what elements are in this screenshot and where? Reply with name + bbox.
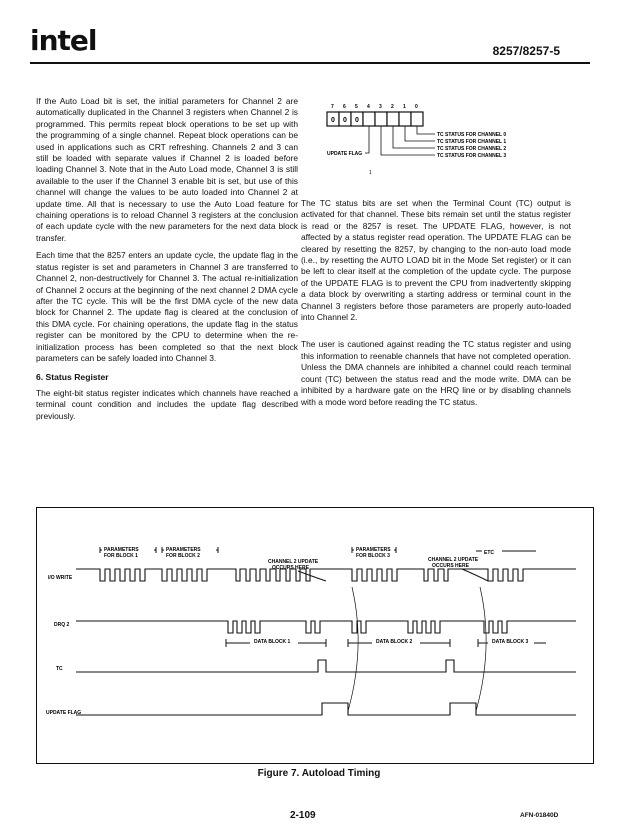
etc-label: ETC <box>484 550 494 556</box>
paragraph: If the Auto Load bit is set, the initial parameters for Channel 2 are automatically duplicated in the Channel 3 registers when Channel 2 is programmed. This permits repeat block operations to be set up with the programming of a single channel. Repeat block operations can be used in applications such as CRT refreshing. Channels 2 and 3 can still be loaded with separate values if Channel 2 is loaded before loading Channel 3. Note that in the Auto Load mode, Channel 3 is still available to the user if the Channel 3 enable bit is set, but use of this channel will change the values to be auto loaded into Channel 2 at update time. All that is necessary to use the Auto Load feature for chaining operations is to reload Channel 3 registers at the conclusion of each update cycle with the new parameters for the next data block transfer. <box>36 96 298 243</box>
bit-cell <box>399 112 411 126</box>
bit-cell <box>363 112 375 126</box>
status-register-diagram <box>305 98 565 178</box>
bit-number: 0 <box>415 104 418 110</box>
update-flag-label: UPDATE FLAG <box>327 151 363 157</box>
signal-label-io-write: I/O WRITE <box>48 575 73 581</box>
drq2-waveform <box>76 621 576 633</box>
data-block1-label: DATA BLOCK 1 <box>254 639 291 645</box>
paragraph: The TC status bits are set when the Terminal Count (TC) output is activated for that channel. These bits remain set until the status register is read or the 8257 is reset. The UPDATE FLAG, however, is not affected by a status register read operation. The UPDATE FLAG can be cleared by resetting the 8257, by changing to the non-auto load mode (i.e., by resetting the AUTO LOAD bit in the Mode Set register) or it can be left to clear itself at the completion of the update cycle. The purpose of the UPDATE FLAG is to prevent the CPU from inadvertently skipping a data block by overwriting a starting address or terminal count in the Channel 3 registers before those parameters are properly auto-loaded into Channel 2. <box>301 198 571 323</box>
tc-labels <box>437 132 506 159</box>
update1-guide <box>348 587 358 711</box>
params-block1-line1: PARAMETERS <box>104 547 139 553</box>
page-number: 2-109 <box>290 810 316 821</box>
bit-number: 5 <box>355 104 358 110</box>
left-column <box>36 96 298 428</box>
params-block3-line2: FOR BLOCK 3 <box>356 553 390 559</box>
tc-leader-line <box>417 126 435 134</box>
tc-status-label: TC STATUS FOR CHANNEL 0 <box>437 132 507 138</box>
ch2-update2-line2: OCCURS HERE <box>432 563 469 569</box>
params-block2-line1: PARAMETERS <box>166 547 201 553</box>
bit-cell <box>387 112 399 126</box>
tc-leader-line <box>405 126 435 141</box>
page-title: 8257/8257-5 <box>492 44 560 58</box>
update2-arrow <box>462 569 488 581</box>
tc-status-label: TC STATUS FOR CHANNEL 1 <box>437 139 507 145</box>
params-block1-line2: FOR BLOCK 1 <box>104 553 138 559</box>
signal-label-tc: TC <box>56 666 63 672</box>
footnote-mark: 1 <box>369 170 372 176</box>
update-flag-waveform <box>76 703 576 715</box>
header-rule <box>30 62 590 64</box>
tc-leader-line <box>393 126 435 148</box>
fixed-bit-value: 0 <box>355 117 359 124</box>
ch2-update1-line1: CHANNEL 2 UPDATE <box>268 559 319 565</box>
right-column <box>301 198 571 414</box>
intel-logo: intel <box>30 24 97 57</box>
leader-lines <box>365 126 435 155</box>
autoload-timing-diagram <box>36 507 592 762</box>
bit-number: 1 <box>403 104 406 110</box>
update1-arrow <box>298 571 326 581</box>
bit-number: 2 <box>391 104 394 110</box>
params-block3-line1: PARAMETERS <box>356 547 391 553</box>
params-block2-line2: FOR BLOCK 2 <box>166 553 200 559</box>
section-heading: 6. Status Register <box>36 372 109 383</box>
bit-number: 6 <box>343 104 346 110</box>
update-flag-leader <box>365 126 369 153</box>
tc-waveform <box>76 660 576 672</box>
document-code: AFN-01840D <box>520 812 559 819</box>
bit-cell <box>411 112 423 126</box>
paragraph: The eight-bit status register indicates which channels have reached a terminal count condition and includes the update flag described previously. <box>36 387 298 421</box>
data-block3-label: DATA BLOCK 3 <box>492 639 529 645</box>
bit-cell <box>375 112 387 126</box>
ch2-update1-line2: OCCURS HERE <box>272 565 309 571</box>
ch2-update2-line1: CHANNEL 2 UPDATE <box>428 557 479 563</box>
update2-guide <box>476 587 486 711</box>
paragraph: The user is cautioned against reading the TC status register and using this information to reenable channels that have not completed operation. Unless the DMA channels are inhibited a channel could reach terminal count (TC) between the status read and the mode write. DMA can be inhibited by a hardware gate on the HRQ line or by disabling channels with a mode word before reading the TC status. <box>301 339 571 407</box>
data-block2-label: DATA BLOCK 2 <box>376 639 413 645</box>
fixed-bit-value: 0 <box>343 117 347 124</box>
tc-status-label: TC STATUS FOR CHANNEL 2 <box>437 146 507 152</box>
tc-status-label: TC STATUS FOR CHANNEL 3 <box>437 153 507 159</box>
bit-number: 3 <box>379 104 382 110</box>
signal-label-update-flag: UPDATE FLAG <box>46 710 82 716</box>
signal-label-drq2: DRQ 2 <box>54 622 70 628</box>
fixed-bit-value: 0 <box>331 117 335 124</box>
io-write-waveform <box>76 569 576 581</box>
paragraph: Each time that the 8257 enters an update cycle, the update flag in the status register is set and parameters in Channel 3 are transferred to Channel 2, non-destructively for Channel 3. The actual re-initialization of Channel 2 occurs at the beginning of the next channel 2 DMA cycle after the TC cycle. This will be the first DMA cycle of the new data block for Channel 2. The update flag is cleared at the conclusion of this DMA cycle. For chaining operations, the update flag in the status register can be monitored by the CPU to determine when the re-initialization process has been completed so that the next block parameters can be safely loaded into Channel 3. <box>36 250 298 363</box>
bit-number: 4 <box>367 104 370 110</box>
bit-number: 7 <box>331 104 334 110</box>
bit-numbers <box>331 104 418 110</box>
figure-caption: Figure 7. Autoload Timing <box>257 768 381 779</box>
bit-cells <box>327 112 423 126</box>
tc-leader-line <box>381 126 435 155</box>
